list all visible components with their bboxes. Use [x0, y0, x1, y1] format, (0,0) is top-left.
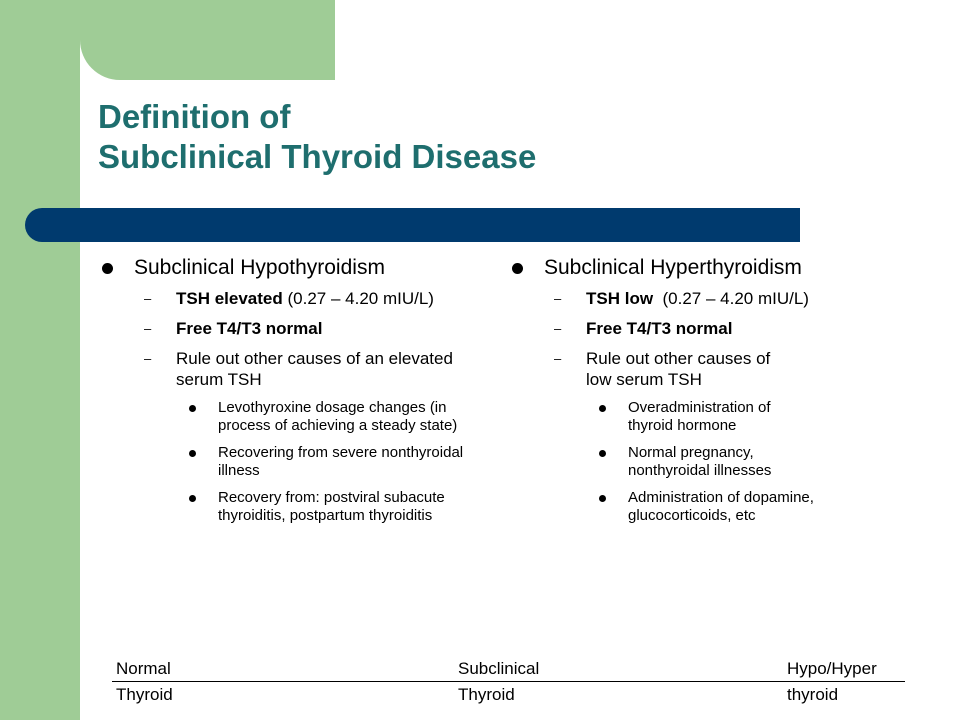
small-bullet-icon: [189, 450, 196, 457]
bottom-label-hypo-hyper-bottom: thyroid: [787, 685, 839, 704]
left-subitem-1: [100, 399, 485, 435]
dash-bullet-icon: –: [144, 351, 152, 366]
left-item-1: [100, 288, 485, 309]
right-column: [510, 254, 900, 534]
title-line-2: Subclinical Thyroid Disease: [98, 138, 537, 175]
dash-bullet-icon: –: [554, 291, 562, 306]
left-subitem-3-text: Recovery from: postviral subacute thyroiditis, postpartum thyroiditis: [218, 489, 445, 524]
right-item-3: [510, 348, 900, 390]
bottom-label-subclinical-bottom: Thyroid: [458, 685, 515, 704]
left-item-2: [100, 318, 485, 339]
left-subitem-2-text: Recovering from severe nonthyroidal illness: [218, 444, 464, 479]
title-divider-bar: [25, 208, 800, 242]
right-heading: [510, 254, 900, 282]
bottom-label-subclinical-top: Subclinical: [458, 659, 540, 678]
right-subitem-3-text: Administration of dopamine, glucocorticoids, etc: [628, 489, 814, 524]
dash-bullet-icon: –: [144, 291, 152, 306]
small-bullet-icon: [599, 405, 606, 412]
small-bullet-icon: [599, 450, 606, 457]
small-bullet-icon: [189, 495, 196, 502]
right-item-1-bold: TSH low: [586, 289, 654, 308]
right-item-2: [510, 318, 900, 339]
bottom-label-subclinical: [458, 656, 539, 708]
bullet-dot-icon: [512, 263, 523, 274]
left-item-1-bold: TSH elevated: [176, 289, 283, 308]
left-column: [100, 254, 485, 534]
bottom-label-normal-bottom: Thyroid: [116, 685, 173, 704]
right-item-1-text: (0.27 – 4.20 mIU/L): [653, 289, 809, 308]
left-heading-text: Subclinical Hypothyroidism: [134, 256, 385, 279]
right-subitem-3: [510, 489, 900, 525]
small-bullet-icon: [189, 405, 196, 412]
left-heading: [100, 254, 485, 282]
bottom-label-hypo-hyper-top: Hypo/Hyper: [787, 659, 877, 678]
right-subitem-2-text: Normal pregnancy, nonthyroidal illnesses: [628, 444, 772, 479]
bottom-label-normal: [116, 656, 173, 708]
right-item-1: [510, 288, 900, 309]
left-item-1-text: (0.27 – 4.20 mIU/L): [282, 289, 434, 308]
slide-title: [98, 97, 878, 177]
right-item-3-text: Rule out other causes of low serum TSH: [586, 349, 771, 389]
left-item-3-text: Rule out other causes of an elevated serum TSH: [176, 349, 453, 389]
decor-green-top: [80, 0, 335, 80]
right-item-2-bold: Free T4/T3 normal: [586, 319, 733, 338]
bottom-divider-line: [112, 681, 905, 682]
bottom-label-hypo-hyper: [787, 656, 877, 708]
right-heading-text: Subclinical Hyperthyroidism: [544, 256, 802, 279]
dash-bullet-icon: –: [554, 321, 562, 336]
small-bullet-icon: [599, 495, 606, 502]
left-item-3: [100, 348, 485, 390]
left-item-2-bold: Free T4/T3 normal: [176, 319, 323, 338]
dash-bullet-icon: –: [554, 351, 562, 366]
dash-bullet-icon: –: [144, 321, 152, 336]
right-subitem-1: [510, 399, 900, 435]
bottom-label-normal-top: Normal: [116, 659, 171, 678]
decor-green-band: [0, 0, 80, 720]
bullet-dot-icon: [102, 263, 113, 274]
left-subitem-3: [100, 489, 485, 525]
title-line-1: Definition of: [98, 98, 291, 135]
right-subitem-2: [510, 444, 900, 480]
left-subitem-1-text: Levothyroxine dosage changes (in process of achieving a steady state): [218, 399, 458, 434]
left-subitem-2: [100, 444, 485, 480]
right-subitem-1-text: Overadministration of thyroid hormone: [628, 399, 771, 434]
